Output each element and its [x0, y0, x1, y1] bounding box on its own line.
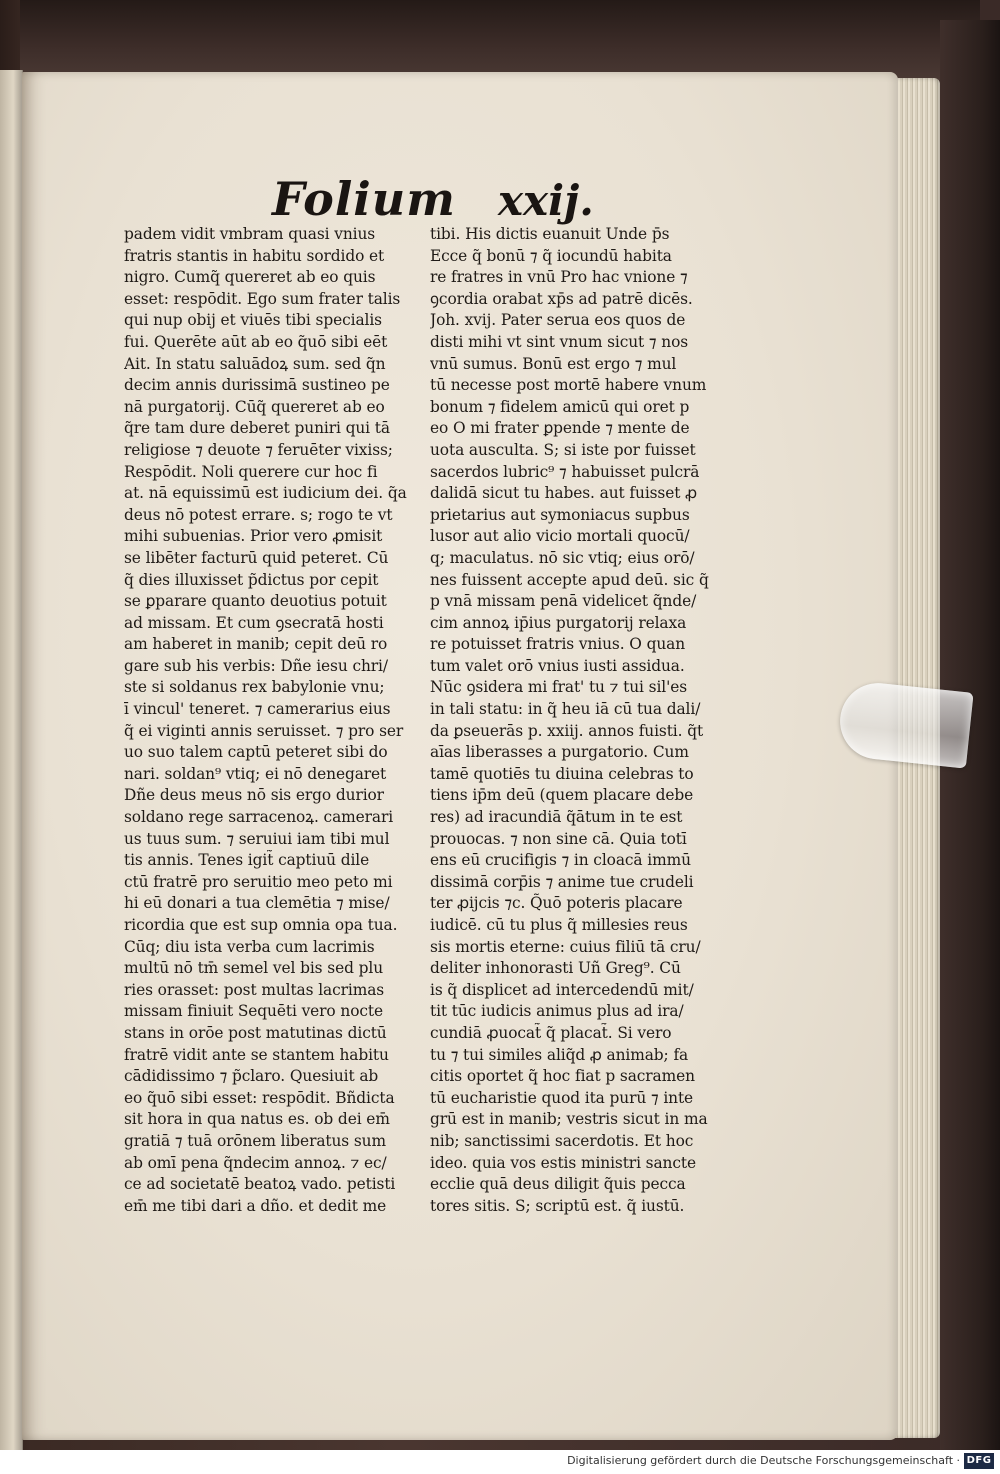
text-line: da ꝑseuerās p. xxiij. annos fuisti. q̃t [430, 721, 704, 740]
text-line: us tuus sum. ⁊ seruiui iam tibi mul [124, 829, 390, 848]
text-line: missam finiuit Sequēti vero nocte [124, 1002, 383, 1021]
text-line: religiose ⁊ deuote ⁊ feruēter vixiss; [124, 440, 393, 459]
text-line: bonum ⁊ fidelem amicū qui oret p [430, 397, 690, 416]
right-text-column [430, 224, 730, 1217]
text-line: prouocas. ⁊ non sine cā. Quia totī [430, 829, 687, 848]
text-line: eo O mi frater ꝑpende ⁊ mente de [430, 419, 690, 438]
text-line: lusor aut alio vicio mortali quocū/ [430, 527, 690, 546]
text-line: stans in orōe post matutinas dictū [124, 1023, 387, 1042]
text-line: Dñe deus meus nō sis ergo durior [124, 786, 384, 805]
text-line: aīas liberasses a purgatorio. Cum [430, 743, 689, 762]
text-line: tu ⁊ tui similes aliq̃d ꝓ animab; fa [430, 1045, 689, 1064]
footer-bar [0, 1450, 1000, 1474]
text-line: q̃re tam dure deberet puniri qui tā [124, 419, 390, 438]
text-line: tū eucharistie quod ita purū ⁊ inte [430, 1088, 694, 1107]
text-line: citis oportet q̃ hoc fiat p sacramen [430, 1067, 695, 1086]
text-line: Respōdit. Noli querere cur hoc fi [124, 462, 378, 481]
text-line: ste si soldanus rex babylonie vnu; [124, 678, 385, 697]
text-line: ꝯcordia orabat xp̄s ad patrē dicēs. [430, 289, 693, 308]
text-line: cundiā ꝓuocat̃ q̃ placat̃. Si vero [430, 1023, 672, 1042]
text-line: am haberet in manib; cepit deū ro [124, 635, 388, 654]
text-line: eo q̃uō sibi esset: respōdit. Bñdicta [124, 1088, 395, 1107]
text-line: nari. soldan⁹ vtiq; ei nō denegaret [124, 764, 387, 783]
text-line: ce ad societatē beatoꝝ vado. petisti [124, 1175, 396, 1194]
text-line: ricordia que est sup omnia opa tua. [124, 916, 398, 934]
text-line: fratris stantis in habitu sordido et [124, 246, 385, 265]
folio-number: xxij. [498, 176, 594, 225]
text-line: q̃ ei viginti annis seruisset. ⁊ pro ser [124, 721, 404, 740]
funding-credit: Digitalisierung gefördert durch die Deutsche Forschungsgemeinschaft · [567, 1454, 960, 1467]
book-cover-top [20, 0, 980, 80]
text-line: gare sub his verbis: Dñe iesu chri/ [124, 656, 388, 675]
text-line: se ꝑparare quanto deuotius potuit [124, 592, 387, 611]
text-line: tiens ip̄m deū (quem placare debe [430, 786, 694, 805]
text-line: uo suo talem captū peteret sibi do [124, 743, 388, 762]
text-line: gratiā ⁊ tuā orōnem liberatus sum [124, 1131, 386, 1150]
left-page-edge [0, 70, 23, 1450]
text-line: padem vidit vmbram quasi vnius [124, 225, 376, 243]
folio-word: Folium [272, 172, 456, 226]
text-line: dissimā corp̄is ⁊ anime tue crudeli [430, 872, 694, 891]
text-line: esset: respōdit. Ego sum frater talis [124, 289, 401, 308]
text-line: res) ad iracundiā q̃ātum in te est [430, 808, 683, 827]
text-line: is q̃ displicet ad intercedendū mit/ [430, 980, 694, 999]
text-line: nib; sanctissimi sacerdotis. Et hoc [430, 1131, 694, 1150]
text-line: multū nō tm̄ semel vel bis sed plu [124, 959, 384, 978]
text-line: q; maculatus. nō sic vtiq; eius orō/ [430, 548, 695, 567]
text-line: disti mihi vt sint vnum sicut ⁊ nos [430, 332, 689, 351]
text-line: dalidā sicut tu habes. aut fuisset ꝓ [430, 484, 697, 503]
text-line: Ecce q̃ bonū ⁊ q̃ iocundū habita [430, 246, 672, 265]
text-line: Cūq; diu ista verba cum lacrimis [124, 937, 375, 956]
text-line: ideo. quia vos estis ministri sancte [430, 1153, 696, 1172]
text-line: re potuisset fratris vnius. O quan [430, 635, 686, 654]
text-line: ctū fratrē pro seruitio meo peto mi [124, 872, 393, 891]
text-line: q̃ dies illuxisset p̃dictus por cepit [124, 570, 379, 589]
text-line: grū est in manib; vestris sicut in ma [430, 1110, 708, 1129]
text-line: ī vincul' teneret. ⁊ camerarius eius [124, 700, 391, 719]
text-line: qui nup obij et viuēs tibi specialis [124, 311, 382, 330]
text-line: vnū sumus. Bonū est ergo ⁊ mul [430, 354, 677, 373]
text-line: in tali statu: in q̃ heu iā cū tua dali/ [430, 700, 701, 719]
text-line: at. nā equissimū est iudicium dei. q̃a [124, 484, 407, 503]
text-line: tores sitis. S; scriptū est. q̃ iustū. [430, 1196, 685, 1215]
text-line: deus nō potest errare. s; rogo te vt [124, 505, 393, 524]
text-line: nigro. Cumq̃ quereret ab eo quis [124, 268, 376, 287]
text-line: fratrē vidit ante se stantem habitu [124, 1045, 389, 1064]
text-line: cim annoꝝ ip̄ius purgatorij relaxa [430, 613, 687, 632]
text-line: mihi subuenias. Prior vero ꝓmisit [124, 527, 383, 546]
text-line: prietarius aut symoniacus supbus [430, 505, 690, 524]
text-line: Ait. In statu saluādoꝝ sum. sed q̃n [124, 354, 386, 373]
dfg-logo: DFG [964, 1453, 994, 1469]
text-line: ries orasset: post multas lacrimas [124, 980, 385, 999]
text-line: ab omī pena q̃ndecim annoꝝ. ⁊ ec/ [124, 1153, 387, 1172]
text-line: tū necesse post mortē habere vnum [430, 376, 707, 395]
text-line: p vnā missam penā videlicet q̃nde/ [430, 592, 697, 611]
text-line: tis annis. Tenes igit̃ captiuū dile [124, 851, 370, 870]
text-line: deliter inhonorasti Uñ Greg⁹. Cū [430, 959, 681, 978]
text-line: cādidissimo ⁊ p̃claro. Quesiuit ab [124, 1067, 379, 1086]
text-line: em̄ me tibi dari a dño. et dedit me [124, 1196, 387, 1215]
text-line: tibi. His dictis euanuit Unde p̄s [430, 225, 670, 243]
text-line: uota ausculta. S; si iste por fuisset [430, 440, 696, 459]
text-line: tamē quotiēs tu diuina celebras to [430, 764, 694, 783]
left-text-column [124, 224, 420, 1217]
text-line: Nūc ꝯsidera mi frat' tu ⁊ tui sil'es [430, 678, 688, 697]
text-line: se libēter facturū quid peteret. Cū [124, 548, 389, 567]
text-line: tit tūc iudicis animus plus ad ira/ [430, 1002, 684, 1021]
text-line: iudicē. cū tu plus q̃ millesies reus [430, 916, 688, 934]
text-line: ens eū crucifigis ⁊ in cloacā immū [430, 851, 691, 870]
text-line: sis mortis eterne: cuius filiū tā cru/ [430, 937, 701, 956]
text-line: hi eū donari a tua clemētia ⁊ mise/ [124, 894, 390, 913]
text-line: nes fuissent accepte apud deū. sic q̃ [430, 570, 709, 589]
text-line: soldano rege sarracenoꝝ. camerari [124, 808, 394, 827]
text-line: nā purgatorij. Cūq̃ quereret ab eo [124, 397, 385, 416]
text-line: ter ꝓijcis ⁊c. Q̃uō poteris placare [430, 894, 683, 913]
text-line: ad missam. Et cum ꝯsecratā hosti [124, 613, 384, 632]
text-line: re fratres in vnū Pro hac vnione ⁊ [430, 268, 688, 287]
text-line: fui. Querēte aūt ab eo q̃uō sibi eēt [124, 332, 388, 351]
text-line: sacerdos lubric⁹ ⁊ habuisset pulcrā [430, 462, 700, 481]
text-line: decim annis durissimā sustineo pe [124, 376, 390, 395]
text-line: sit hora in qua natus es. ob dei em̄ [124, 1110, 390, 1129]
text-line: tum valet orō vnius iusti assidua. [430, 656, 685, 675]
text-line: Joh. xvij. Pater serua eos quos de [430, 311, 686, 330]
text-line: ecclie quā deus diligit q̃uis pecca [430, 1175, 686, 1194]
